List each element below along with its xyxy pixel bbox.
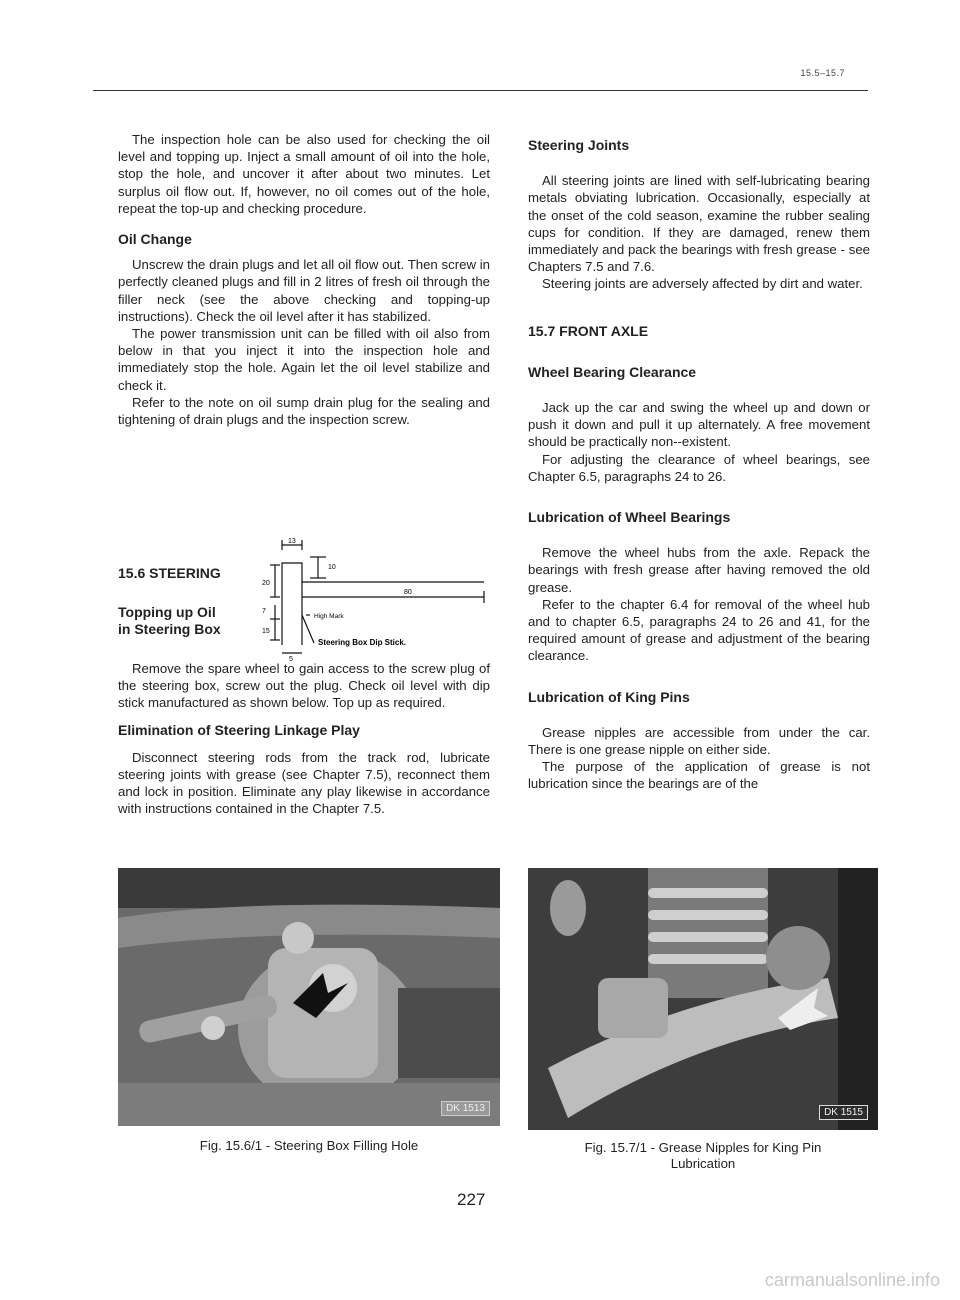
steering-box-photo-art <box>118 868 500 1126</box>
jack-up-paragraph: Jack up the car and swing the wheel up and down or push it down and pull it up alternately. A free movement should be practically non--existent. <box>528 400 870 450</box>
dim-20: 20 <box>262 580 270 587</box>
header-rule <box>93 90 868 91</box>
topping-heading-line2: in Steering Box <box>118 621 221 637</box>
dip-stick-label: Steering Box Dip Stick. <box>318 638 407 647</box>
king-pin-photo-art <box>528 868 878 1130</box>
transmission-paragraph: The power transmission unit can be filled with oil also from below in that you inject it into the inspection hole and immediately stop the hole. Again let the oil level stabilize and check it. <box>118 326 490 393</box>
topping-heading-line1: Topping up Oil <box>118 604 216 620</box>
drain-plug-paragraph: Refer to the note on oil sump drain plug for the sealing and tightening of drain plugs and the inspection screw. <box>118 394 490 428</box>
right-column <box>528 137 870 793</box>
spare-wheel-paragraph: Remove the spare wheel to gain access to the screw plug of the steering box, screw out the plug. Check oil level with dip stick manufactured as shown below. Top up as required. <box>118 661 490 711</box>
dim-5: 5 <box>289 656 293 661</box>
joints-paragraph: All steering joints are lined with self-lubricating bearing metals obviating lubrication. Occasionally, especially at the onset of the cold season, examine the rubber sealing cups for condition. If they are damaged, renew them immediately and pack the bearings with fresh grease - see Chapters 7.5 and 7.6. <box>528 173 870 275</box>
adjusting-paragraph: For adjusting the clearance of wheel bearings, see Chapter 6.5, paragraphs 24 to 26. <box>528 451 870 484</box>
steering-box-photo <box>118 868 500 1126</box>
dirt-paragraph: Steering joints are adversely affected by dirt and water. <box>542 276 863 292</box>
caption-right-line2: Lubrication <box>670 1156 736 1171</box>
dim-15: 15 <box>262 628 270 635</box>
oil-change-heading: Oil Change <box>118 231 192 248</box>
figure-caption-right <box>528 1140 878 1172</box>
wheel-hubs-paragraph: Remove the wheel hubs from the axle. Repack the bearings with fresh grease after having removed the old grease. <box>528 545 870 595</box>
oil-change-paragraph: Unscrew the drain plugs and let all oil flow out. Then screw in perfectly cleaned plugs and fill in 2 litres of fresh oil through the filler neck (see the above checking and topping-up instructions). Check the oil level after it has stabilized. <box>118 257 490 324</box>
photo-tag-right: DK 1515 <box>819 1105 868 1120</box>
dim-13: 13 <box>288 538 296 545</box>
watermark-link[interactable]: carmanualsonline.info <box>764 1270 940 1290</box>
front-axle-heading: 15.7 FRONT AXLE <box>528 322 649 339</box>
wheel-bearing-lubrication-heading: Lubrication of Wheel Bearings <box>528 509 731 526</box>
grease-purpose-paragraph: The purpose of the application of grease is not lubrication since the bearings are of the <box>528 759 870 792</box>
grease-nipples-paragraph: Grease nipples are accessible from under the car. There is one grease nipple on either side. <box>528 724 870 758</box>
king-pin-photo <box>528 868 878 1130</box>
dim-10: 10 <box>328 564 336 571</box>
figure-caption-left: Fig. 15.6/1 - Steering Box Filling Hole <box>199 1138 419 1153</box>
steering-section-heading: 15.6 STEERING <box>118 565 221 581</box>
topping-up-heading <box>118 604 221 638</box>
steering-joints-heading: Steering Joints <box>528 137 630 153</box>
dim-80: 80 <box>404 589 412 596</box>
linkage-heading: Elimination of Steering Linkage Play <box>118 721 360 738</box>
dim-7: 7 <box>262 608 266 615</box>
high-mark-label: High Mark <box>314 613 344 620</box>
chapter-ref-paragraph: Refer to the chapter 6.4 for removal of the wheel hub and to chapter 6.5, paragraphs 24 to 26 and 41, for the required amount of grease and adjustment of the bearing clearance. <box>528 596 870 664</box>
caption-right-line1: Fig. 15.7/1 - Grease Nipples for King Pin <box>584 1140 822 1155</box>
inspection-paragraph: The inspection hole can be also used for checking the oil level and topping up. Inject a small amount of oil into the hole, stop the hole, and uncover it after about two minutes. Let surplus oil flow out. If, however, no oil comes out of the hole, repeat the top-up and checking procedure. <box>118 132 490 216</box>
left-column-lower <box>118 660 490 818</box>
wheel-bearing-heading: Wheel Bearing Clearance <box>528 363 697 380</box>
page-reference: 15.5–15.7 <box>800 68 845 78</box>
page-number: 227 <box>457 1190 486 1209</box>
king-pins-heading: Lubrication of King Pins <box>528 688 690 705</box>
left-column <box>118 131 490 428</box>
photo-tag-left: DK 1513 <box>441 1101 490 1116</box>
dip-stick-diagram <box>262 535 494 661</box>
linkage-paragraph: Disconnect steering rods from the track rod, lubricate steering joints with grease (see Chapter 7.5), reconnect them and lock in position. Eliminate any play likewise in accordance with instructions contained in the Chapter 7.5. <box>118 749 490 817</box>
